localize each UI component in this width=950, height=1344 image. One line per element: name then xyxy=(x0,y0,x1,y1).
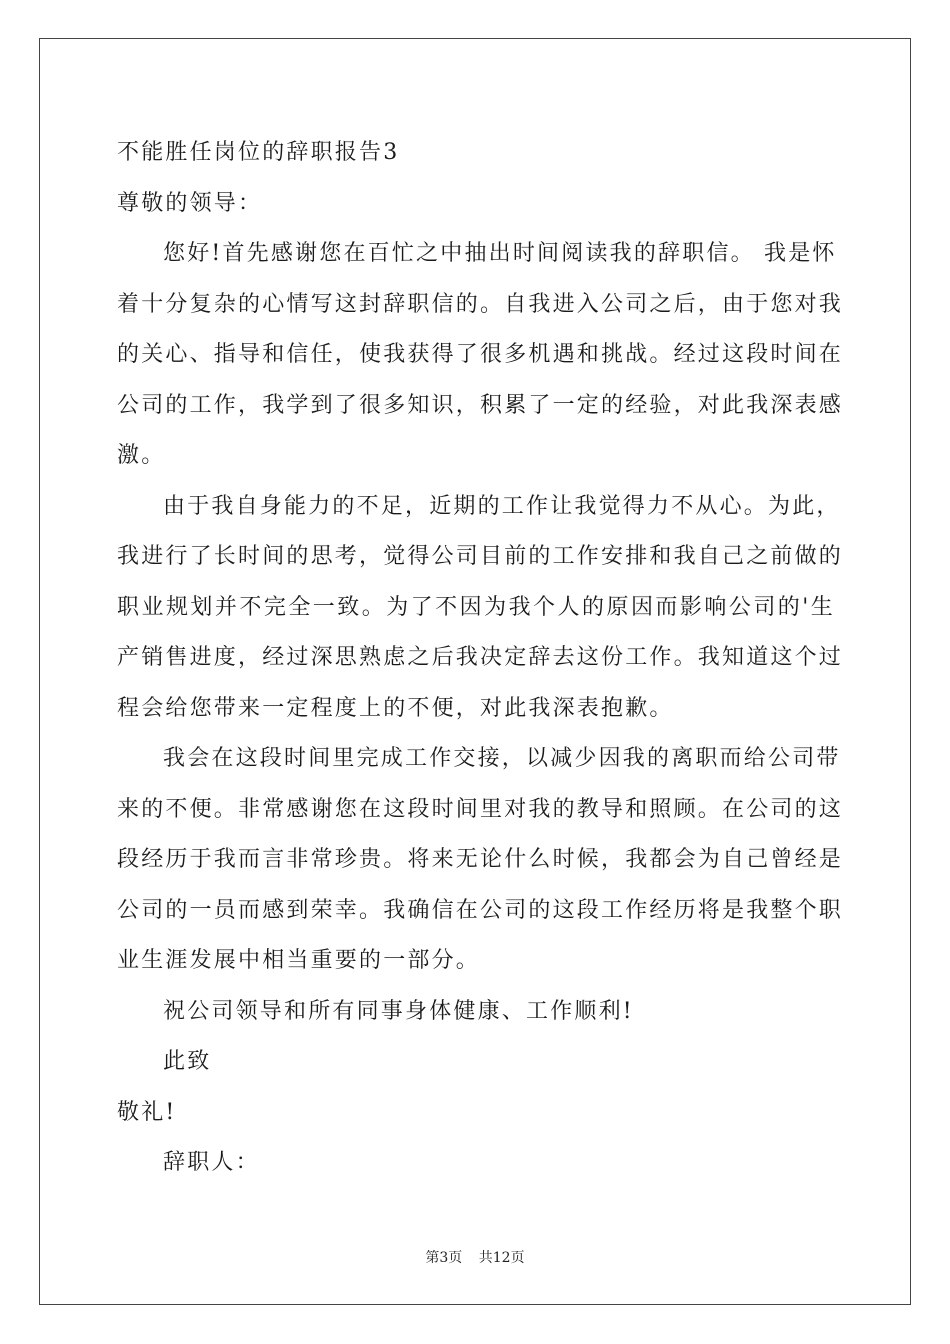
paragraph-line: 着十分复杂的心情写这封辞职信的。自我进入公司之后，由于您对我 xyxy=(117,291,844,317)
paragraph-line: 您好!首先感谢您在百忙之中抽出时间阅读我的辞职信。 我是怀 xyxy=(163,241,837,266)
page-footer xyxy=(0,1247,950,1267)
closing-ci-zhi: 此致 xyxy=(163,1049,212,1074)
paragraph-line: 段经历于我而言非常珍贵。将来无论什么时候，我都会为自己曾经是 xyxy=(117,847,844,872)
paragraph-line: 产销售进度，经过深思熟虑之后我决定辞去这份工作。我知道这个过 xyxy=(117,645,844,670)
paragraph-2 xyxy=(117,482,844,735)
wishes-line: 祝公司领导和所有同事身体健康、工作顺利! xyxy=(163,998,634,1024)
paragraph-line: 的关心、指导和信任，使我获得了很多机遇和挑战。经过这段时间在 xyxy=(117,342,844,367)
document-body xyxy=(117,128,844,1189)
document-title: 不能胜任岗位的辞职报告3 xyxy=(117,140,400,165)
paragraph-3 xyxy=(117,734,844,987)
signature-label: 辞职人： xyxy=(163,1150,260,1175)
paragraph-line: 由于我自身能力的不足，近期的工作让我觉得力不从心。为此， xyxy=(163,493,841,519)
paragraph-line: 公司的工作，我学到了很多知识，积累了一定的经验，对此我深表感 xyxy=(117,392,844,418)
page-total: 共12页 xyxy=(478,1250,525,1266)
paragraph-line: 公司的一员而感到荣幸。我确信在公司的这段工作经历将是我整个职 xyxy=(117,897,844,923)
closing-jing-li: 敬礼! xyxy=(117,1099,177,1125)
page-number: 第3页 xyxy=(425,1250,463,1266)
paragraph-line: 我会在这段时间里完成工作交接，以减少因我的离职而给公司带 xyxy=(163,746,841,771)
paragraph-line: 我进行了长时间的思考，觉得公司目前的工作安排和我自己之前做的 xyxy=(117,544,844,569)
paragraph-line: 程会给您带来一定程度上的不便，对此我深表抱歉。 xyxy=(117,695,674,721)
paragraph-line: 激。 xyxy=(117,443,166,468)
salutation: 尊敬的领导： xyxy=(117,190,263,216)
paragraph-1 xyxy=(117,229,844,482)
paragraph-line: 职业规划并不完全一致。为了不因为我个人的原因而影响公司的'生 xyxy=(117,594,835,620)
paragraph-line: 来的不便。非常感谢您在这段时间里对我的教导和照顾。在公司的这 xyxy=(117,796,844,822)
paragraph-line: 业生涯发展中相当重要的一部分。 xyxy=(117,948,481,973)
